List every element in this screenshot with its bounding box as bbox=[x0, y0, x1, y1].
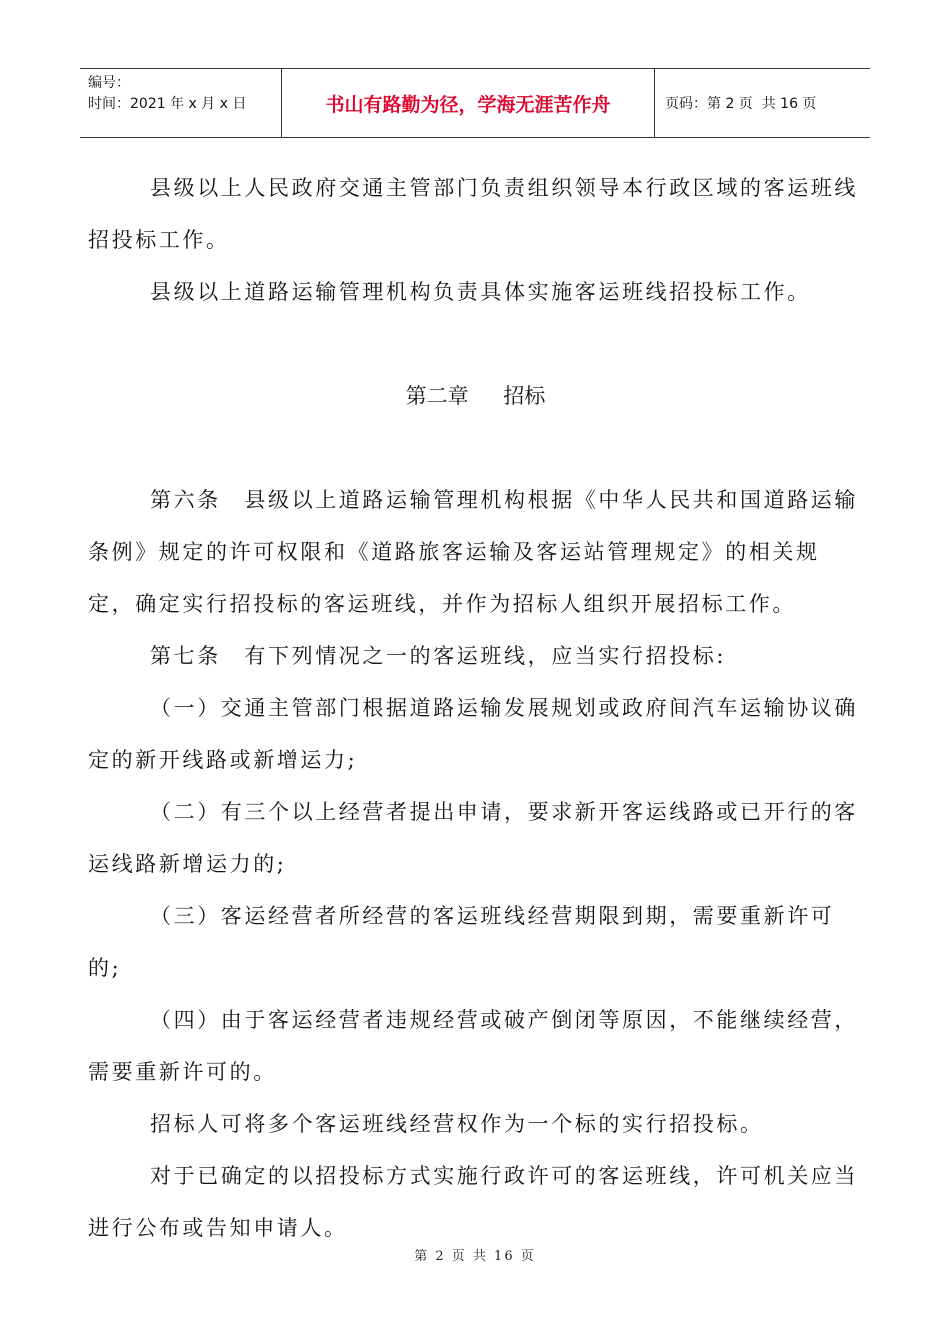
article-paragraph: 第六条 县级以上道路运输管理机构根据《中华人民共和国道路运输条例》规定的许可权限和《道路旅客运输及客运站管理规定》的相关规定，确定实行招投标的客运班线，并作为招标人组织开展招标工作。 bbox=[88, 488, 858, 616]
header-left-cell bbox=[80, 69, 282, 137]
header-page-info-cell bbox=[655, 69, 870, 137]
spacer bbox=[88, 318, 863, 370]
spacer bbox=[88, 422, 863, 474]
chapter-heading: 第二章 招标 bbox=[405, 384, 546, 408]
paragraph: 县级以上道路运输管理机构负责具体实施客运班线招投标工作。 bbox=[150, 280, 811, 304]
list-item: （三）客运经营者所经营的客运班线经营期限到期，需要重新许可的; bbox=[88, 904, 835, 980]
list-item: （四）由于客运经营者违规经营或破产倒闭等原因，不能继续经营，需要重新许可的。 bbox=[88, 1008, 858, 1084]
list-item: （二）有三个以上经营者提出申请，要求新开客运线路或已开行的客运线路新增运力的; bbox=[88, 800, 858, 876]
page-footer: 第 2 页 共 16 页 bbox=[414, 1249, 536, 1264]
page-header bbox=[80, 68, 870, 138]
paragraph: 对于已确定的以招投标方式实施行政许可的客运班线，许可机关应当进行公布或告知申请人。 bbox=[88, 1164, 858, 1240]
list-item: （一）交通主管部门根据道路运输发展规划或政府间汽车运输协议确定的新开线路或新增运力; bbox=[88, 696, 858, 772]
article-paragraph: 第七条 有下列情况之一的客运班线，应当实行招投标: bbox=[150, 644, 727, 668]
paragraph: 招标人可将多个客运班线经营权作为一个标的实行招投标。 bbox=[150, 1112, 764, 1136]
paragraph: 县级以上人民政府交通主管部门负责组织领导本行政区域的客运班线招投标工作。 bbox=[88, 176, 858, 252]
number-label: 编号： bbox=[88, 75, 130, 91]
header-motto: 书山有路勤为径，学海无涯苦作舟 bbox=[282, 69, 655, 137]
document-body bbox=[88, 162, 863, 1254]
header-page-info: 页码：第 2 页 共 16 页 bbox=[665, 96, 817, 112]
time-label: 时间：2021 年 x 月 x 日 bbox=[88, 96, 247, 112]
